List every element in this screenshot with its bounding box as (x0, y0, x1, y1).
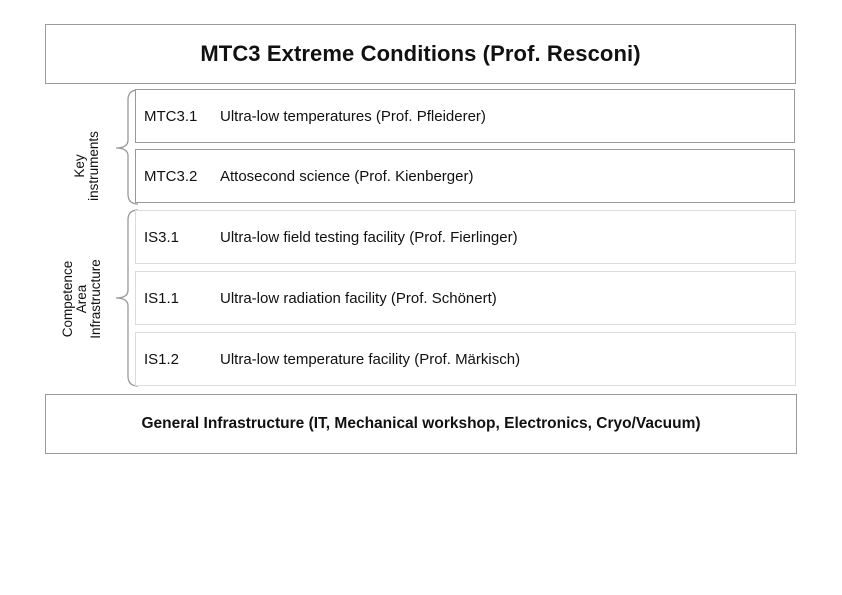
key-instruments-label (73, 126, 103, 206)
competence-label-line3: Infrastructure (88, 259, 103, 339)
competence-label-line2: Area (74, 284, 89, 314)
row-description: Ultra-low radiation facility (Prof. Schönert) (220, 289, 497, 307)
row-description: Attosecond science (Prof. Kienberger) (220, 167, 474, 185)
row-code: MTC3.1 (144, 107, 198, 125)
key-label-line2: instruments (86, 131, 101, 201)
row-is1-2 (135, 332, 796, 386)
row-description: Ultra-low field testing facility (Prof. Fierlinger) (220, 228, 518, 246)
general-infrastructure-box (45, 394, 797, 454)
row-code: MTC3.2 (144, 167, 198, 185)
row-is3-1 (135, 210, 796, 264)
diagram-title: MTC3 Extreme Conditions (Prof. Resconi) (200, 41, 641, 66)
row-description: Ultra-low temperature facility (Prof. Märkisch) (220, 350, 521, 368)
general-infrastructure-label: General Infrastructure (IT, Mechanical workshop, Electronics, Cryo/Vacuum) (141, 415, 701, 432)
row-description: Ultra-low temperatures (Prof. Pfleiderer) (220, 107, 486, 125)
row-code: IS1.2 (144, 350, 180, 368)
row-mtc3-1 (135, 89, 795, 143)
key-label-line1: Key (72, 154, 87, 178)
row-is1-1 (135, 271, 796, 325)
competence-label-line1: Competence (60, 260, 75, 338)
row-mtc3-2 (135, 149, 795, 203)
competence-area-label (61, 244, 105, 354)
row-code: IS1.1 (144, 289, 180, 307)
row-code: IS3.1 (144, 228, 180, 246)
